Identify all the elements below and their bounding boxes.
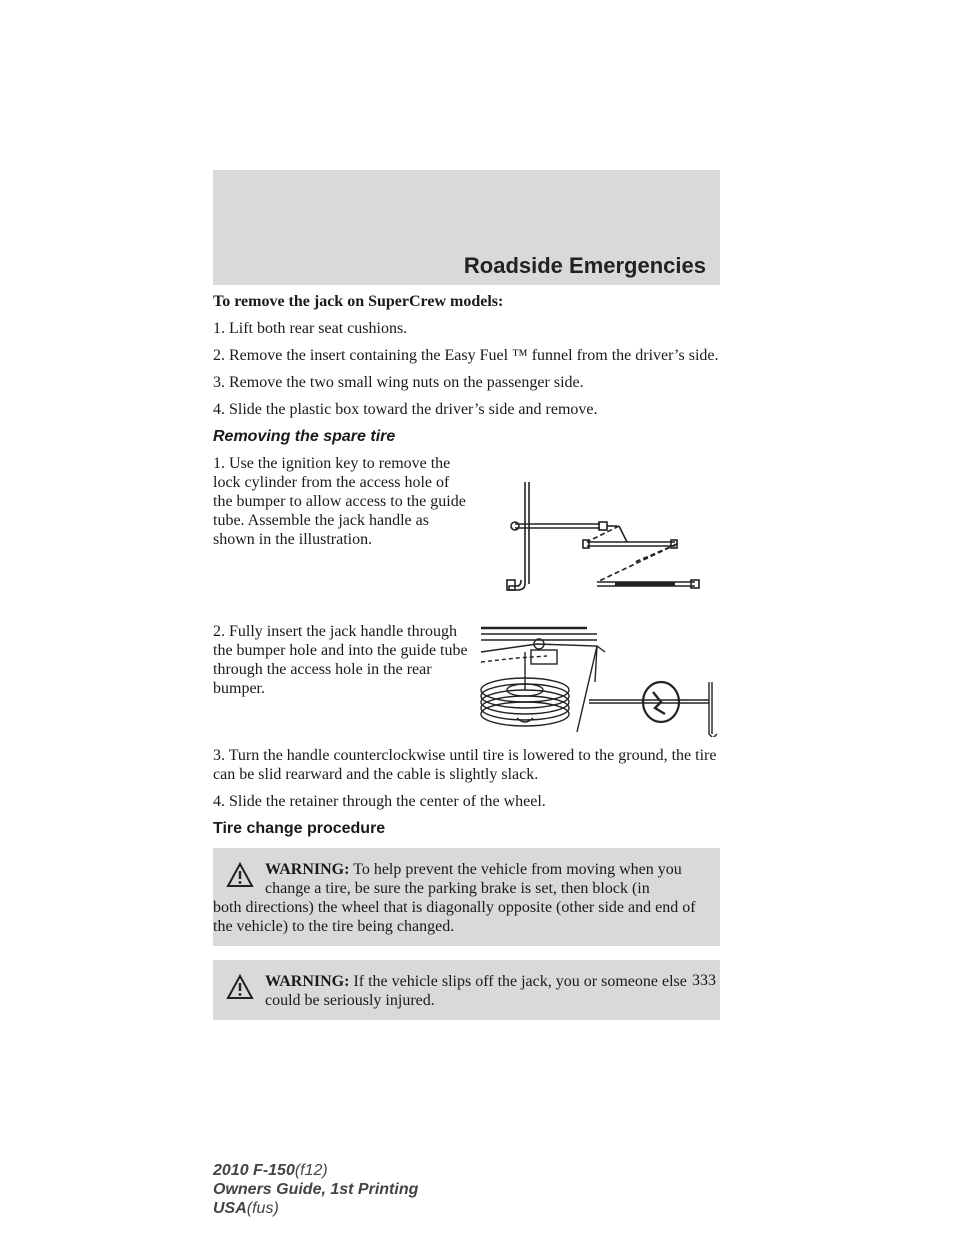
warning-text-first <box>265 860 710 898</box>
warning-box-parking-brake <box>213 848 720 946</box>
warning-text-rest <box>213 898 710 936</box>
section-title: Roadside Emergencies <box>463 253 706 278</box>
footer-region: USA <box>213 1200 247 1217</box>
warning-body-first: To help prevent the vehicle from moving when you change a tire, be sure the parking brake is set, then block (in <box>265 861 682 897</box>
spare-step-2-row <box>213 622 720 746</box>
spare-step-4: 4. Slide the retainer through the center of the wheel. <box>213 793 546 810</box>
spare-step-3: 3. Turn the handle counterclockwise until tire is lowered to the ground, the tire can be slid rearward and the cable is slightly slack. <box>213 747 717 783</box>
footer-guide: Owners Guide, 1st Printing <box>213 1181 419 1198</box>
spare-step-1-row <box>213 454 720 622</box>
jack-removal-heading: To remove the jack on SuperCrew models: <box>213 293 504 310</box>
jack-step-3: 3. Remove the two small wing nuts on the passenger side. <box>213 374 584 391</box>
warning-box-jack-slip <box>213 960 720 1020</box>
warning-body-first: If the vehicle slips off the jack, you or someone else could be seriously injured. <box>265 973 687 1009</box>
spare-step-1: 1. Use the ignition key to remove the lock cylinder from the access hole of the bumper to allow access to the guide tube. Assemble the jack handle as shown in the illustration. <box>213 455 466 548</box>
warning-body-rest: both directions) the wheel that is diagonally opposite (other side and end of the vehicle) to the tire being changed. <box>213 899 696 935</box>
warning-label: WARNING: <box>265 973 350 990</box>
section-header-band <box>213 170 720 285</box>
warning-triangle-icon <box>226 974 254 1000</box>
footer-model: 2010 F-150 <box>213 1162 295 1179</box>
spare-step-2: 2. Fully insert the jack handle through the bumper hole and into the guide tube through the access hole in the rear bumper. <box>213 623 468 697</box>
warning-triangle-icon <box>226 862 254 888</box>
tire-change-heading: Tire change procedure <box>213 820 386 837</box>
jack-step-2: 2. Remove the insert containing the Easy Fuel ™ funnel from the driver’s side. <box>213 347 719 364</box>
spare-tire-heading: Removing the spare tire <box>213 428 396 445</box>
print-footer <box>213 1161 418 1218</box>
page-number: 333 <box>692 972 716 989</box>
jack-step-4: 4. Slide the plastic box toward the driver’s side and remove. <box>213 401 598 418</box>
footer-model-code: (f12) <box>294 1162 328 1179</box>
jack-handle-illustration <box>495 454 705 594</box>
jack-step-1: 1. Lift both rear seat cushions. <box>213 320 408 337</box>
warning-text-first <box>265 972 710 1010</box>
spare-tire-lowering-illustration <box>477 622 727 737</box>
page-content <box>213 292 720 1034</box>
warning-label: WARNING: <box>265 861 350 878</box>
footer-region-code: (fus) <box>246 1200 279 1217</box>
